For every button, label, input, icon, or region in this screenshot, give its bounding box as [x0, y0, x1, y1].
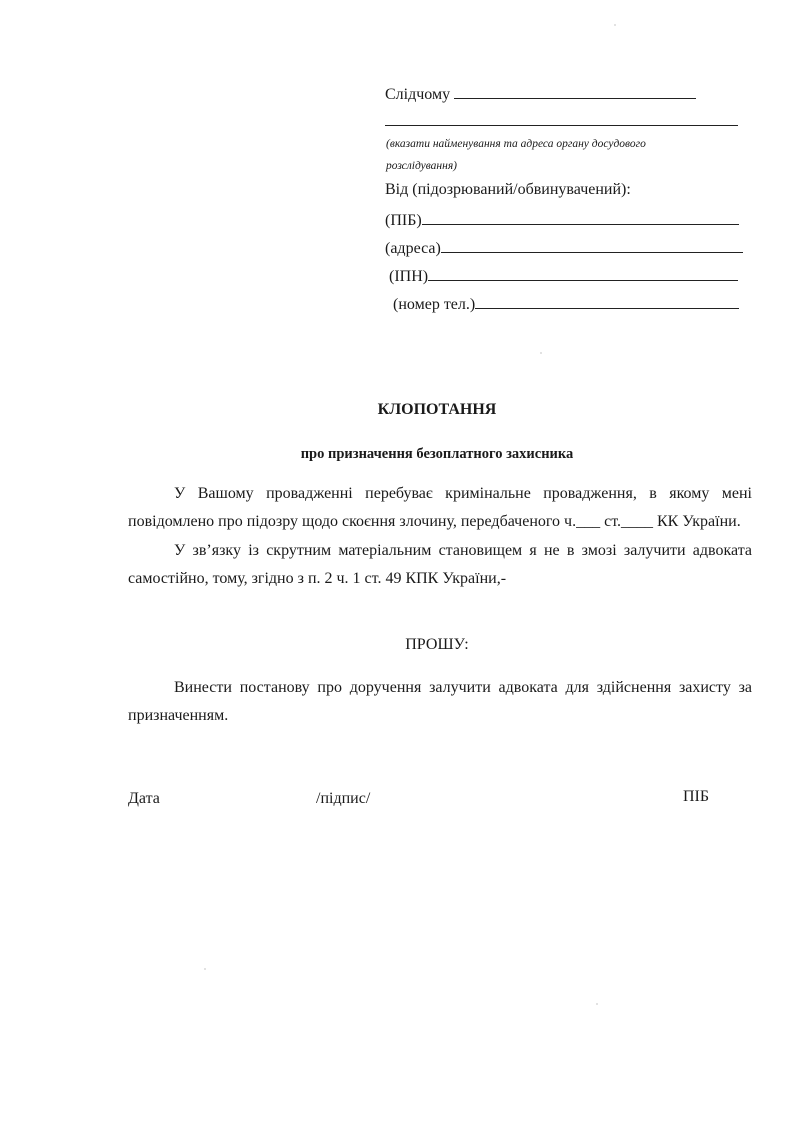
document-title: КЛОПОТАННЯ — [377, 401, 497, 418]
addressee-label: Слідчому — [385, 86, 451, 103]
paragraph-proceedings-line1: У Вашому провадженні перебуває кримінальне провадження, в якому мені — [174, 485, 752, 502]
sender-name-field — [385, 210, 739, 230]
sender-phone-field — [393, 294, 739, 314]
sender-tax-id-blank — [428, 266, 738, 281]
sender-name-label: (ПІБ) — [385, 212, 422, 229]
sender-address-field — [385, 238, 743, 258]
document-subtitle: про призначення безоплатного захисника — [300, 446, 574, 462]
authority-note-line1: (вказати найменування та адреса органу досудового — [386, 138, 646, 150]
addressee-line — [385, 84, 696, 104]
addressee-blank — [454, 84, 696, 99]
sender-name-blank — [422, 210, 739, 225]
signature-date-label: Дата — [128, 790, 160, 807]
scan-speck — [540, 352, 542, 354]
sender-tax-id-field — [389, 266, 738, 286]
paragraph-request-line1: Винести постанову про доручення залучити адвоката для здійснення захисту за — [174, 679, 752, 696]
paragraph-request-line2: призначенням. — [128, 707, 229, 724]
paragraph-proceedings-line2: повідомлено про підозру щодо скоєння злочину, передбаченого ч.___ ст.____ КК України. — [128, 513, 741, 530]
authority-blank — [385, 113, 738, 126]
signature-sign-label: /підпис/ — [316, 790, 371, 807]
paragraph-financial — [128, 537, 752, 593]
sender-tax-id-label: (ІПН) — [389, 268, 429, 285]
request-heading: ПРОШУ: — [405, 636, 469, 653]
sender-heading: Від (підозрюваний/обвинувачений): — [385, 181, 631, 198]
scan-speck — [204, 968, 206, 970]
paragraph-financial-line1: У зв’язку із скрутним матеріальним становищем я не в змозі залучити адвоката — [174, 542, 752, 559]
scan-speck — [614, 24, 616, 26]
sender-phone-blank — [475, 294, 739, 309]
authority-note-line2: розслідування) — [386, 160, 458, 172]
sender-address-label: (адреса) — [385, 240, 441, 257]
sender-phone-label: (номер тел.) — [393, 296, 476, 313]
signature-name-label: ПІБ — [683, 788, 710, 805]
sender-address-blank — [441, 238, 743, 253]
paragraph-proceedings — [128, 480, 752, 536]
paragraph-request — [128, 674, 752, 730]
paragraph-financial-line2: самостійно, тому, згідно з п. 2 ч. 1 ст. 49 КПК України,- — [128, 570, 507, 587]
scan-speck — [596, 1003, 598, 1005]
